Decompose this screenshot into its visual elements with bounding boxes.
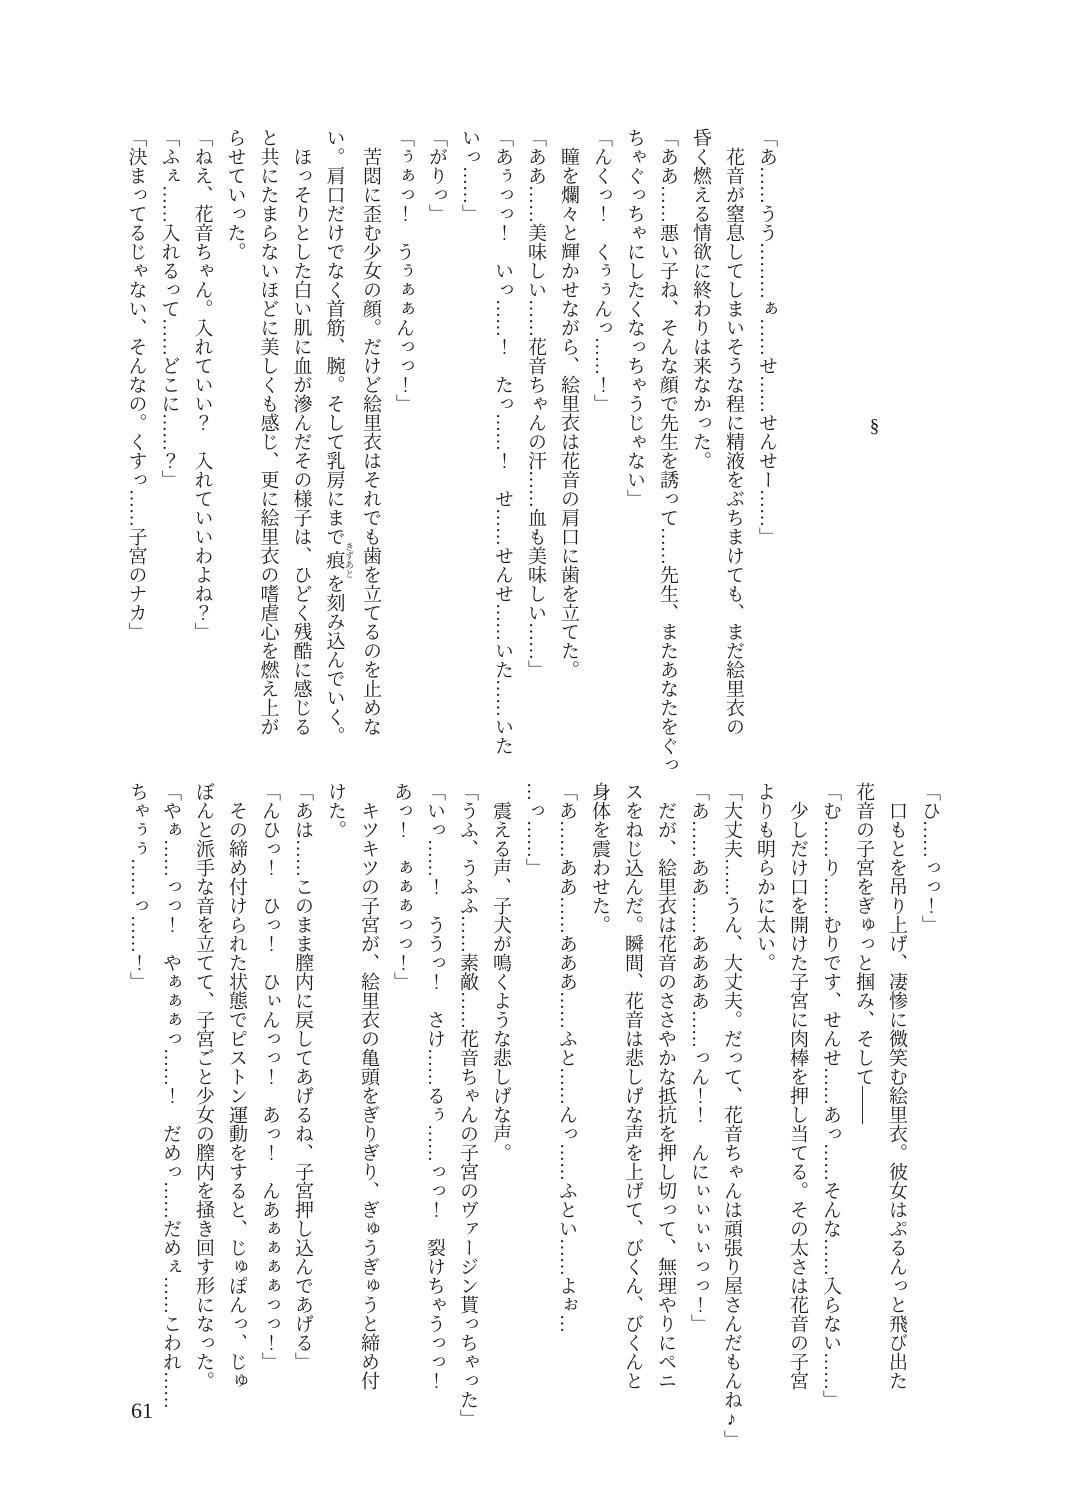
text-column: 「む……り……むりです、せんせ……あっ……そんな……入らない……」: [820, 782, 841, 1409]
text-column: 「あ……ああ……あああ……ふと……んっ……ふとい……よぉ…: [556, 782, 577, 1333]
text-column: 昏く燃える情欲に終わりは来なかった。: [690, 128, 711, 470]
text-column: 「ふぇ……入れるって……どこに……？」: [158, 128, 180, 489]
text-column: 少しだけ口を開けた子宮に肉棒を押し当てる。その太さは花音の子宮: [787, 801, 808, 1390]
text-column: ほっそりとした白い肌に血が滲んだその様子は、ひどく残酷に感じる: [290, 147, 312, 736]
text-column: 「あ……ああ……ああああ……っん！！ んにぃぃぃぃっっ！」: [688, 782, 709, 1333]
page-number: 61: [131, 1398, 153, 1423]
text-column: ちゃぅぅ……っ……！」: [127, 782, 148, 991]
text-column: …っ……」: [523, 782, 544, 877]
text-column: キツキツの子宮が、絵里衣の亀頭をぎりぎり、ぎゅうぎゅうと締め付: [358, 801, 379, 1390]
text-column: と共にたまらないほどに美しくも感じ、更に絵里衣の嗜虐心を燃え上が: [257, 128, 279, 736]
text-column: 「ああ……悪い子ね、そんな顔で先生を誘って……先生、またあなたをぐっ: [657, 128, 678, 774]
text-column: 「んくっ！ くぅぅんっ……！」: [591, 128, 612, 413]
text-column: 「ねえ、花音ちゃん。入れていい？ 入れていいわよね？」: [191, 128, 213, 641]
text-column: 花音が窒息してしまいそうな程に精液をぶちまけても、まだ絵里衣の: [723, 147, 744, 736]
text-column: 花音の子宮をぎゅっと掴み、そして――: [853, 782, 874, 1124]
text-column: 「ぅぁっ！ うぅぁぁんっっ！」: [393, 128, 414, 413]
text-column: 「あぅっっ！ いっ……！ たっ……！ せ……せんせ……いた……いた: [492, 128, 513, 755]
text-column: 「いっ……！ ううっ！ さけ……るぅ……っっ！ 裂けちゃうっっ！: [424, 782, 445, 1390]
text-column: 「がりっ」: [426, 128, 447, 223]
text-column: だが、絵里衣は花音のささやかな抵抗を押し切って、無理やりにペニ: [655, 801, 676, 1390]
text-column: よりも明らかに太い。: [754, 782, 775, 972]
text-column: 「大丈夫……うん、大丈夫。だって、花音ちゃんは頑張り屋さんだもんね♪」: [721, 782, 742, 1449]
text-column: 「んひっ！ ひっ！ ひぃんっっ！ あっ！ んあぁぁぁぁっっ！」: [259, 782, 280, 1371]
text-column: ちゃぐっちゃにしたくなっちゃうじゃない」: [624, 128, 645, 508]
text-column: 「あ……うう………ぁ……せ……せんせー……」: [756, 128, 777, 546]
text-column: その締め付けられた状態でピストン運動をすると、じゅぽんっ、じゅ: [226, 801, 247, 1390]
text-column: 「ああ……美味しい……花音ちゃんの汗……血も美味しい……」: [525, 128, 546, 679]
text-column: いっ……」: [459, 128, 480, 223]
text-column: 口もとを吊り上げ、凄惨に微笑む絵里衣。彼女はぷるんっと飛び出た: [886, 801, 907, 1390]
text-column: 「あは……このまま膣内に戻してあげるね、子宮押し込んであげる」: [292, 782, 313, 1371]
text-column: あっ！ ぁぁぁっっ！」: [391, 782, 412, 991]
text-column: ぼんと派手な音を立てて、子宮ごと少女の膣内を掻き回す形になった。: [193, 782, 214, 1390]
text-column: 「やぁ……っっ！ やぁぁぁっ……！ だめっ……だめぇ……こわれ……: [160, 782, 181, 1409]
text-column: らせていった。: [224, 128, 246, 261]
text-column: 瞳を爛々と輝かせながら、絵里衣は花音の肩口に歯を立てた。: [558, 147, 579, 679]
top-text-block: [120, 128, 892, 774]
text-column: 「うふ、うふふ……素敵……花音ちゃんの子宮のヴァージン貰っちゃった」: [457, 782, 478, 1428]
text-column: けた。: [325, 782, 346, 839]
text-column: 「決まってるじゃない、そんなの。くすっ……子宮のナカ」: [125, 128, 147, 641]
text-column: スをねじ込んだ。瞬間、花音は悲しげな声を上げて、びくん、びくんと: [622, 782, 643, 1390]
section-mark: §: [864, 415, 885, 437]
text-column: 「ひ……っっ！」: [919, 782, 940, 934]
text-column: い。肩口だけでなく首筋、腕。そして乳房にまで痕 きずあとを刻み込んでいく。: [323, 128, 354, 745]
text-column: 身体を震わせた。: [589, 782, 610, 934]
text-column: 震える声、子犬が鳴くような悲しげな声。: [490, 801, 511, 1162]
text-column: 苦悶に歪む少女の顔。だけど絵里衣はそれでも歯を立てるのを止めな: [360, 147, 381, 736]
